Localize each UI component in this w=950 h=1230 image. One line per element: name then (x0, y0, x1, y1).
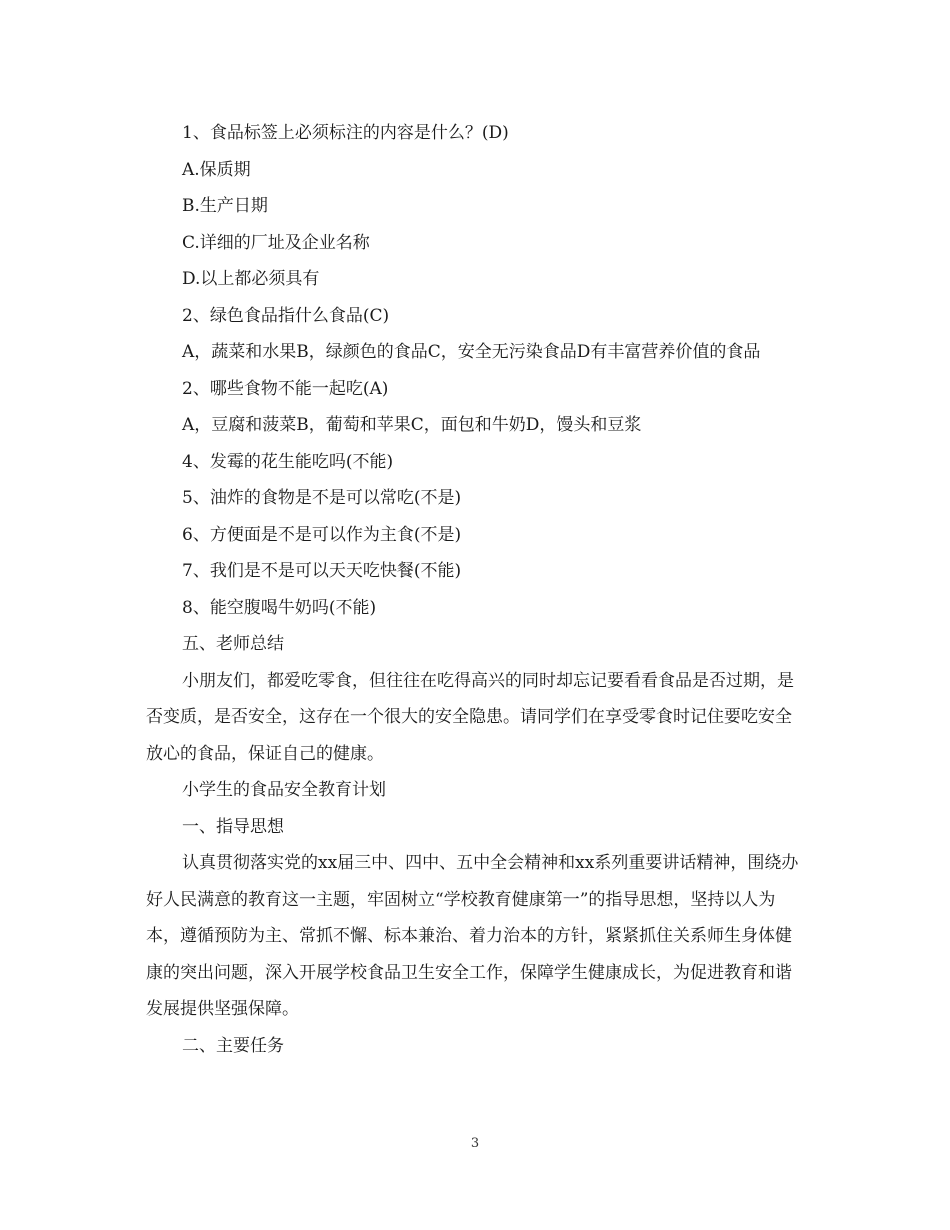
question-1: 1、食品标签上必须标注的内容是什么？(D) (182, 123, 509, 143)
section-heading-main-tasks: 二、主要任务 (182, 1035, 284, 1056)
question-1-option-a: A.保质期 (182, 159, 251, 180)
question-5: 5、油炸的食物是不是可以常吃(不是) (182, 488, 462, 508)
question-6: 6、方便面是不是可以作为主食(不是) (182, 524, 462, 545)
question-3-options: A，豆腐和菠菜B，葡萄和苹果C，面包和牛奶D，馒头和豆浆 (182, 415, 642, 435)
question-2-options: A，蔬菜和水果B，绿颜色的食品C，安全无污染食品D有丰富营养价值的食品 (182, 342, 761, 362)
section-heading-teacher-summary: 五、老师总结 (182, 634, 284, 654)
page-number: 3 (470, 1136, 480, 1151)
question-7: 7、我们是不是可以天天吃快餐(不能) (182, 561, 462, 581)
question-1-option-c: C.详细的厂址及企业名称 (182, 232, 370, 253)
teacher-summary-paragraph: 小朋友们，都爱吃零食，但往往在吃得高兴的同时却忘记要看看食品是否过期，是否变质，是否安全，这存在一个很大的安全隐患。请同学们在享受零食时记住要吃安全放心的食品，保证自己的健康。 (146, 670, 794, 764)
question-3: 2、哪些食物不能一起吃(A) (182, 378, 389, 399)
section-heading-guiding-ideology: 一、指导思想 (182, 816, 284, 837)
plan-title: 小学生的食品安全教育计划 (182, 780, 386, 800)
question-4: 4、发霉的花生能吃吗(不能) (182, 451, 394, 472)
question-2: 2、绿色食品指什么食品(C) (182, 305, 390, 326)
question-8: 8、能空腹喝牛奶吗(不能) (182, 597, 377, 618)
question-1-option-d: D.以上都必须具有 (182, 269, 320, 289)
question-1-option-b: B.生产日期 (182, 196, 268, 216)
guiding-ideology-paragraph: 认真贯彻落实党的xx届三中、四中、五中全会精神和xx系列重要讲话精神，围绕办好人民满意的教育这一主题，牢固树立“学校教育健康第一”的指导思想，坚持以人为本，遵循预防为主、常抓不懈、标本兼治、着力治本的方针，紧紧抓住关系师生身体健康的突出问题，深入开展学校食品卫生安全工作，保障学生健康成长，为促进教育和谐发展提供坚强保障。 (146, 853, 799, 1019)
document-body (146, 115, 804, 1064)
